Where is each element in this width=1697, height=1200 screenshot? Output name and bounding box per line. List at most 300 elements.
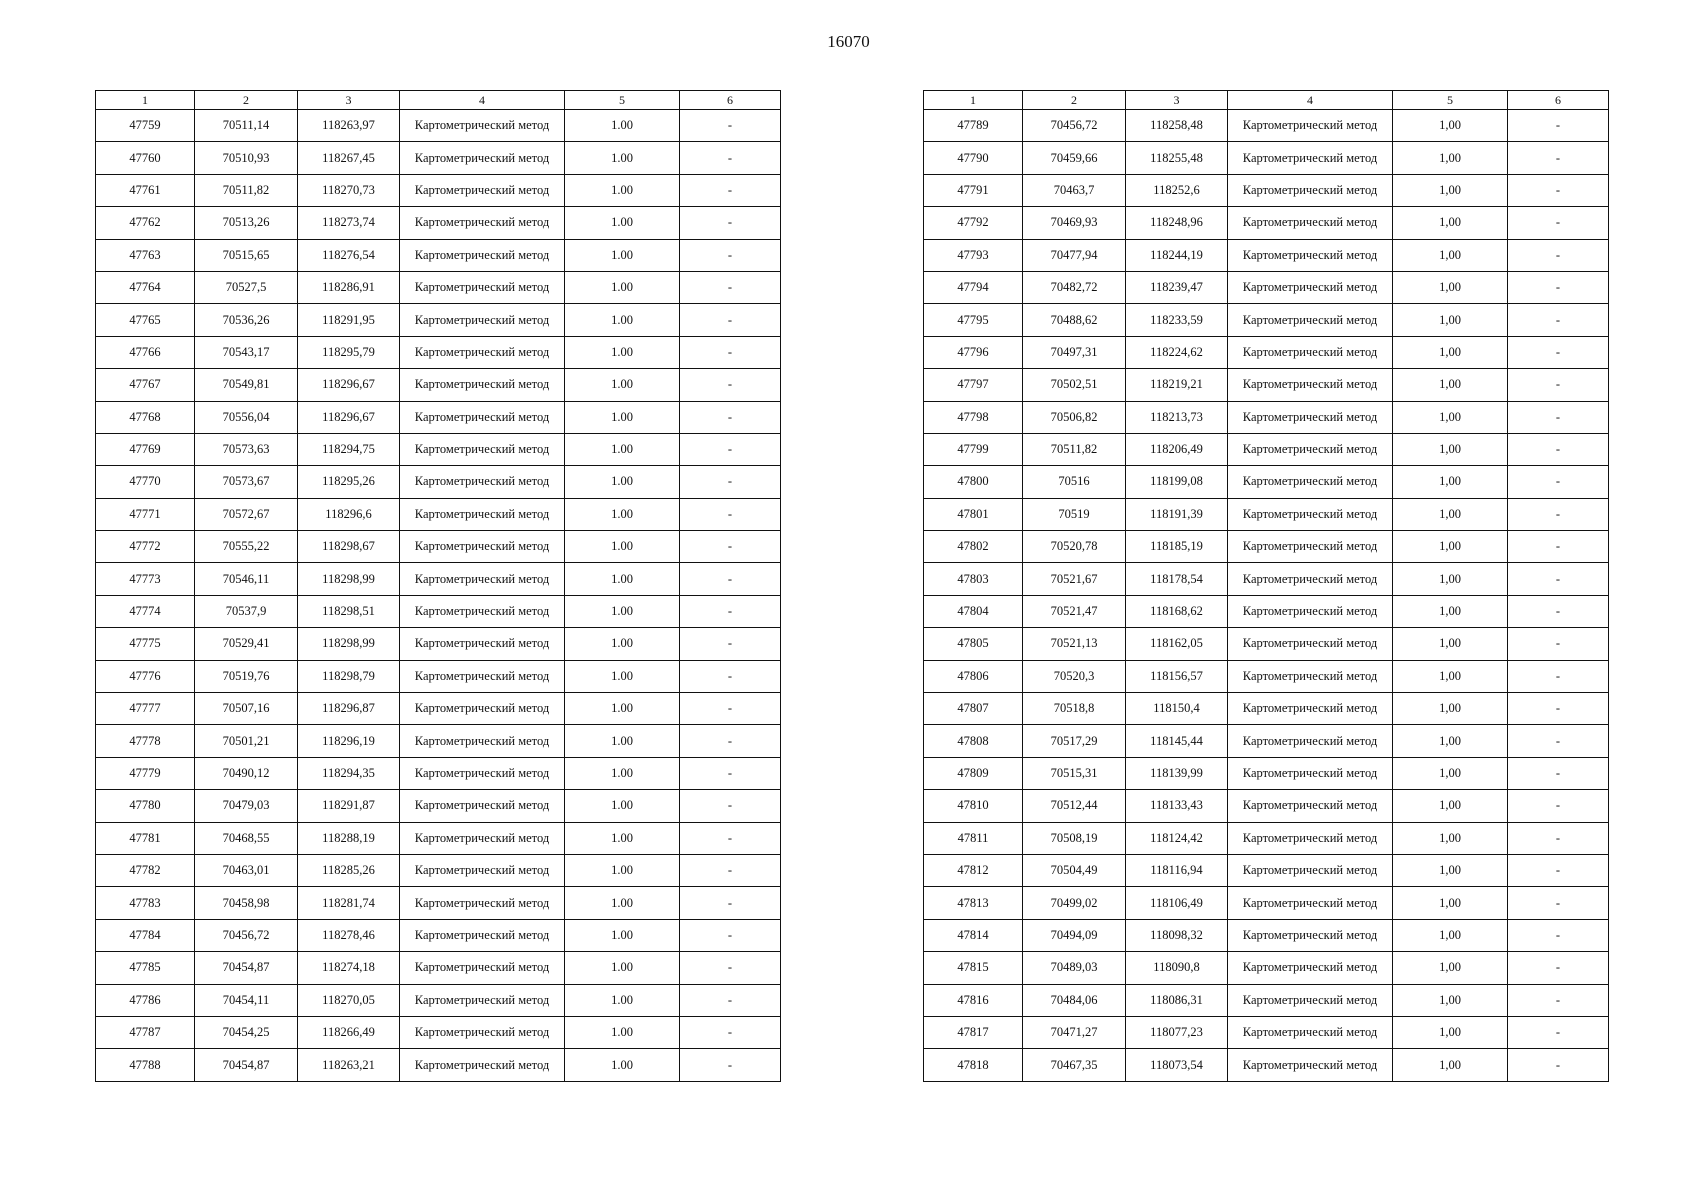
point-number-cell: 47810 — [924, 790, 1023, 822]
note-cell: - — [680, 854, 781, 886]
note-cell: - — [680, 725, 781, 757]
y-coordinate-cell: 118296,87 — [298, 693, 400, 725]
point-number-cell: 47760 — [96, 142, 195, 174]
table-row — [96, 433, 781, 465]
x-coordinate-cell: 70519 — [1023, 498, 1126, 530]
method-cell: Картометрический метод — [1228, 271, 1393, 303]
note-cell: - — [1508, 336, 1609, 368]
accuracy-cell: 1.00 — [565, 693, 680, 725]
point-number-cell: 47783 — [96, 887, 195, 919]
accuracy-cell: 1,00 — [1393, 628, 1508, 660]
accuracy-cell: 1,00 — [1393, 531, 1508, 563]
note-cell: - — [680, 628, 781, 660]
x-coordinate-cell: 70479,03 — [195, 790, 298, 822]
accuracy-cell: 1.00 — [565, 790, 680, 822]
method-cell: Картометрический метод — [400, 336, 565, 368]
table-row — [924, 142, 1609, 174]
point-number-cell: 47765 — [96, 304, 195, 336]
point-number-cell: 47798 — [924, 401, 1023, 433]
point-number-cell: 47780 — [96, 790, 195, 822]
accuracy-cell: 1,00 — [1393, 919, 1508, 951]
x-coordinate-cell: 70556,04 — [195, 401, 298, 433]
y-coordinate-cell: 118285,26 — [298, 854, 400, 886]
accuracy-cell: 1,00 — [1393, 207, 1508, 239]
x-coordinate-cell: 70546,11 — [195, 563, 298, 595]
table-row — [96, 336, 781, 368]
table-row — [96, 854, 781, 886]
method-cell: Картометрический метод — [400, 142, 565, 174]
accuracy-cell: 1.00 — [565, 1016, 680, 1048]
accuracy-cell: 1,00 — [1393, 854, 1508, 886]
point-number-cell: 47792 — [924, 207, 1023, 239]
table-row — [96, 142, 781, 174]
point-number-cell: 47774 — [96, 595, 195, 627]
point-number-cell: 47796 — [924, 336, 1023, 368]
y-coordinate-cell: 118156,57 — [1126, 660, 1228, 692]
point-number-cell: 47764 — [96, 271, 195, 303]
method-cell: Картометрический метод — [400, 757, 565, 789]
accuracy-cell: 1.00 — [565, 822, 680, 854]
accuracy-cell: 1.00 — [565, 563, 680, 595]
table-row — [924, 369, 1609, 401]
x-coordinate-cell: 70555,22 — [195, 531, 298, 563]
note-cell: - — [1508, 790, 1609, 822]
table-row — [96, 207, 781, 239]
y-coordinate-cell: 118090,8 — [1126, 952, 1228, 984]
note-cell: - — [1508, 563, 1609, 595]
method-cell: Картометрический метод — [1228, 433, 1393, 465]
x-coordinate-cell: 70573,67 — [195, 466, 298, 498]
point-number-cell: 47771 — [96, 498, 195, 530]
point-number-cell: 47777 — [96, 693, 195, 725]
accuracy-cell: 1.00 — [565, 660, 680, 692]
accuracy-cell: 1,00 — [1393, 401, 1508, 433]
point-number-cell: 47815 — [924, 952, 1023, 984]
table-row — [96, 531, 781, 563]
y-coordinate-cell: 118270,05 — [298, 984, 400, 1016]
note-cell: - — [1508, 984, 1609, 1016]
y-coordinate-cell: 118178,54 — [1126, 563, 1228, 595]
y-coordinate-cell: 118267,45 — [298, 142, 400, 174]
accuracy-cell: 1,00 — [1393, 271, 1508, 303]
table-row — [924, 822, 1609, 854]
point-number-cell: 47759 — [96, 110, 195, 142]
method-cell: Картометрический метод — [1228, 207, 1393, 239]
x-coordinate-cell: 70518,8 — [1023, 693, 1126, 725]
accuracy-cell: 1.00 — [565, 952, 680, 984]
page-number: 16070 — [827, 32, 870, 51]
x-coordinate-cell: 70463,7 — [1023, 174, 1126, 206]
accuracy-cell: 1.00 — [565, 757, 680, 789]
table-row — [924, 693, 1609, 725]
note-cell: - — [680, 304, 781, 336]
table-row — [924, 401, 1609, 433]
y-coordinate-cell: 118206,49 — [1126, 433, 1228, 465]
method-cell: Картометрический метод — [1228, 304, 1393, 336]
table-row — [96, 563, 781, 595]
method-cell: Картометрический метод — [400, 304, 565, 336]
table-row — [96, 401, 781, 433]
table-row — [96, 1049, 781, 1081]
point-number-cell: 47811 — [924, 822, 1023, 854]
x-coordinate-cell: 70517,29 — [1023, 725, 1126, 757]
method-cell: Картометрический метод — [1228, 563, 1393, 595]
method-cell: Картометрический метод — [400, 1049, 565, 1081]
method-cell: Картометрический метод — [400, 952, 565, 984]
x-coordinate-cell: 70456,72 — [1023, 110, 1126, 142]
column-header: 3 — [1126, 91, 1228, 110]
method-cell: Картометрический метод — [400, 110, 565, 142]
method-cell: Картометрический метод — [400, 271, 565, 303]
y-coordinate-cell: 118291,87 — [298, 790, 400, 822]
coordinates-table-left — [95, 90, 781, 1082]
y-coordinate-cell: 118106,49 — [1126, 887, 1228, 919]
y-coordinate-cell: 118073,54 — [1126, 1049, 1228, 1081]
x-coordinate-cell: 70468,55 — [195, 822, 298, 854]
method-cell: Картометрический метод — [400, 725, 565, 757]
table-row — [96, 757, 781, 789]
accuracy-cell: 1,00 — [1393, 1016, 1508, 1048]
table-row — [924, 660, 1609, 692]
accuracy-cell: 1,00 — [1393, 239, 1508, 271]
table-row — [96, 790, 781, 822]
y-coordinate-cell: 118295,26 — [298, 466, 400, 498]
method-cell: Картометрический метод — [1228, 660, 1393, 692]
note-cell: - — [680, 239, 781, 271]
method-cell: Картометрический метод — [400, 369, 565, 401]
table-row — [924, 304, 1609, 336]
note-cell: - — [680, 174, 781, 206]
point-number-cell: 47817 — [924, 1016, 1023, 1048]
point-number-cell: 47800 — [924, 466, 1023, 498]
method-cell: Картометрический метод — [1228, 401, 1393, 433]
x-coordinate-cell: 70477,94 — [1023, 239, 1126, 271]
x-coordinate-cell: 70508,19 — [1023, 822, 1126, 854]
column-header: 1 — [924, 91, 1023, 110]
y-coordinate-cell: 118244,19 — [1126, 239, 1228, 271]
column-header: 3 — [298, 91, 400, 110]
table-row — [96, 1016, 781, 1048]
x-coordinate-cell: 70529,41 — [195, 628, 298, 660]
note-cell: - — [680, 563, 781, 595]
table-row — [96, 693, 781, 725]
x-coordinate-cell: 70515,65 — [195, 239, 298, 271]
method-cell: Картометрический метод — [1228, 984, 1393, 1016]
table-row — [96, 628, 781, 660]
note-cell: - — [680, 919, 781, 951]
note-cell: - — [680, 952, 781, 984]
y-coordinate-cell: 118296,19 — [298, 725, 400, 757]
x-coordinate-cell: 70521,13 — [1023, 628, 1126, 660]
accuracy-cell: 1.00 — [565, 887, 680, 919]
x-coordinate-cell: 70471,27 — [1023, 1016, 1126, 1048]
table-row — [924, 887, 1609, 919]
x-coordinate-cell: 70516 — [1023, 466, 1126, 498]
x-coordinate-cell: 70490,12 — [195, 757, 298, 789]
y-coordinate-cell: 118291,95 — [298, 304, 400, 336]
method-cell: Картометрический метод — [400, 498, 565, 530]
note-cell: - — [1508, 952, 1609, 984]
note-cell: - — [1508, 822, 1609, 854]
point-number-cell: 47806 — [924, 660, 1023, 692]
x-coordinate-cell: 70520,3 — [1023, 660, 1126, 692]
accuracy-cell: 1.00 — [565, 919, 680, 951]
note-cell: - — [680, 531, 781, 563]
y-coordinate-cell: 118185,19 — [1126, 531, 1228, 563]
accuracy-cell: 1.00 — [565, 725, 680, 757]
note-cell: - — [1508, 887, 1609, 919]
y-coordinate-cell: 118263,21 — [298, 1049, 400, 1081]
note-cell: - — [680, 401, 781, 433]
method-cell: Картометрический метод — [1228, 466, 1393, 498]
note-cell: - — [1508, 660, 1609, 692]
note-cell: - — [1508, 693, 1609, 725]
x-coordinate-cell: 70488,62 — [1023, 304, 1126, 336]
note-cell: - — [680, 142, 781, 174]
method-cell: Картометрический метод — [400, 854, 565, 886]
note-cell: - — [1508, 1049, 1609, 1081]
accuracy-cell: 1,00 — [1393, 174, 1508, 206]
table-row — [924, 1016, 1609, 1048]
point-number-cell: 47807 — [924, 693, 1023, 725]
point-number-cell: 47791 — [924, 174, 1023, 206]
method-cell: Картометрический метод — [1228, 1016, 1393, 1048]
point-number-cell: 47802 — [924, 531, 1023, 563]
table-row — [924, 628, 1609, 660]
table-row — [924, 854, 1609, 886]
method-cell: Картометрический метод — [400, 822, 565, 854]
x-coordinate-cell: 70454,87 — [195, 1049, 298, 1081]
table-row — [924, 919, 1609, 951]
note-cell: - — [1508, 757, 1609, 789]
accuracy-cell: 1.00 — [565, 207, 680, 239]
y-coordinate-cell: 118288,19 — [298, 822, 400, 854]
accuracy-cell: 1,00 — [1393, 466, 1508, 498]
point-number-cell: 47795 — [924, 304, 1023, 336]
x-coordinate-cell: 70511,82 — [1023, 433, 1126, 465]
y-coordinate-cell: 118162,05 — [1126, 628, 1228, 660]
accuracy-cell: 1,00 — [1393, 887, 1508, 919]
point-number-cell: 47809 — [924, 757, 1023, 789]
note-cell: - — [1508, 466, 1609, 498]
note-cell: - — [680, 595, 781, 627]
method-cell: Картометрический метод — [1228, 595, 1393, 627]
note-cell: - — [1508, 628, 1609, 660]
table-row — [924, 174, 1609, 206]
method-cell: Картометрический метод — [1228, 369, 1393, 401]
method-cell: Картометрический метод — [400, 790, 565, 822]
method-cell: Картометрический метод — [400, 174, 565, 206]
table-row — [96, 984, 781, 1016]
column-header: 4 — [400, 91, 565, 110]
note-cell: - — [1508, 401, 1609, 433]
point-number-cell: 47786 — [96, 984, 195, 1016]
y-coordinate-cell: 118150,4 — [1126, 693, 1228, 725]
x-coordinate-cell: 70504,49 — [1023, 854, 1126, 886]
table-row — [924, 563, 1609, 595]
table-row — [96, 887, 781, 919]
x-coordinate-cell: 70527,5 — [195, 271, 298, 303]
accuracy-cell: 1,00 — [1393, 1049, 1508, 1081]
y-coordinate-cell: 118298,51 — [298, 595, 400, 627]
x-coordinate-cell: 70549,81 — [195, 369, 298, 401]
point-number-cell: 47788 — [96, 1049, 195, 1081]
accuracy-cell: 1.00 — [565, 628, 680, 660]
accuracy-cell: 1,00 — [1393, 563, 1508, 595]
point-number-cell: 47773 — [96, 563, 195, 595]
point-number-cell: 47797 — [924, 369, 1023, 401]
point-number-cell: 47761 — [96, 174, 195, 206]
table-row — [924, 595, 1609, 627]
note-cell: - — [680, 790, 781, 822]
table-row — [924, 110, 1609, 142]
method-cell: Картометрический метод — [400, 207, 565, 239]
x-coordinate-cell: 70454,25 — [195, 1016, 298, 1048]
table-row — [924, 531, 1609, 563]
column-header: 6 — [1508, 91, 1609, 110]
table-row — [96, 271, 781, 303]
method-cell: Картометрический метод — [1228, 336, 1393, 368]
note-cell: - — [1508, 304, 1609, 336]
x-coordinate-cell: 70484,06 — [1023, 984, 1126, 1016]
note-cell: - — [680, 466, 781, 498]
note-cell: - — [680, 369, 781, 401]
x-coordinate-cell: 70456,72 — [195, 919, 298, 951]
x-coordinate-cell: 70512,44 — [1023, 790, 1126, 822]
y-coordinate-cell: 118294,75 — [298, 433, 400, 465]
method-cell: Картометрический метод — [400, 1016, 565, 1048]
accuracy-cell: 1,00 — [1393, 822, 1508, 854]
x-coordinate-cell: 70537,9 — [195, 595, 298, 627]
y-coordinate-cell: 118077,23 — [1126, 1016, 1228, 1048]
accuracy-cell: 1,00 — [1393, 595, 1508, 627]
note-cell: - — [680, 110, 781, 142]
point-number-cell: 47805 — [924, 628, 1023, 660]
note-cell: - — [1508, 369, 1609, 401]
point-number-cell: 47775 — [96, 628, 195, 660]
method-cell: Картометрический метод — [1228, 725, 1393, 757]
method-cell: Картометрический метод — [1228, 498, 1393, 530]
method-cell: Картометрический метод — [400, 595, 565, 627]
x-coordinate-cell: 70506,82 — [1023, 401, 1126, 433]
point-number-cell: 47816 — [924, 984, 1023, 1016]
y-coordinate-cell: 118296,67 — [298, 401, 400, 433]
y-coordinate-cell: 118255,48 — [1126, 142, 1228, 174]
point-number-cell: 47804 — [924, 595, 1023, 627]
point-number-cell: 47784 — [96, 919, 195, 951]
x-coordinate-cell: 70467,35 — [1023, 1049, 1126, 1081]
x-coordinate-cell: 70501,21 — [195, 725, 298, 757]
table-row — [924, 433, 1609, 465]
accuracy-cell: 1.00 — [565, 239, 680, 271]
point-number-cell: 47781 — [96, 822, 195, 854]
accuracy-cell: 1,00 — [1393, 725, 1508, 757]
method-cell: Картометрический метод — [400, 466, 565, 498]
x-coordinate-cell: 70511,14 — [195, 110, 298, 142]
table-row — [924, 239, 1609, 271]
note-cell: - — [1508, 142, 1609, 174]
y-coordinate-cell: 118294,35 — [298, 757, 400, 789]
note-cell: - — [680, 757, 781, 789]
y-coordinate-cell: 118298,99 — [298, 563, 400, 595]
point-number-cell: 47767 — [96, 369, 195, 401]
table-row — [96, 466, 781, 498]
coordinates-table-right — [923, 90, 1609, 1082]
y-coordinate-cell: 118286,91 — [298, 271, 400, 303]
y-coordinate-cell: 118298,99 — [298, 628, 400, 660]
y-coordinate-cell: 118296,67 — [298, 369, 400, 401]
table-row — [96, 660, 781, 692]
note-cell: - — [1508, 725, 1609, 757]
note-cell: - — [1508, 174, 1609, 206]
table-row — [96, 952, 781, 984]
y-coordinate-cell: 118191,39 — [1126, 498, 1228, 530]
y-coordinate-cell: 118248,96 — [1126, 207, 1228, 239]
x-coordinate-cell: 70521,67 — [1023, 563, 1126, 595]
x-coordinate-cell: 70463,01 — [195, 854, 298, 886]
accuracy-cell: 1.00 — [565, 854, 680, 886]
accuracy-cell: 1,00 — [1393, 952, 1508, 984]
table-row — [924, 466, 1609, 498]
table-row — [96, 304, 781, 336]
method-cell: Картометрический метод — [1228, 142, 1393, 174]
x-coordinate-cell: 70510,93 — [195, 142, 298, 174]
y-coordinate-cell: 118278,46 — [298, 919, 400, 951]
y-coordinate-cell: 118298,79 — [298, 660, 400, 692]
method-cell: Картометрический метод — [400, 887, 565, 919]
table-row — [96, 174, 781, 206]
x-coordinate-cell: 70459,66 — [1023, 142, 1126, 174]
y-coordinate-cell: 118199,08 — [1126, 466, 1228, 498]
accuracy-cell: 1.00 — [565, 595, 680, 627]
y-coordinate-cell: 118139,99 — [1126, 757, 1228, 789]
y-coordinate-cell: 118124,42 — [1126, 822, 1228, 854]
note-cell: - — [680, 207, 781, 239]
accuracy-cell: 1.00 — [565, 984, 680, 1016]
note-cell: - — [680, 887, 781, 919]
column-header: 2 — [1023, 91, 1126, 110]
note-cell: - — [680, 271, 781, 303]
point-number-cell: 47803 — [924, 563, 1023, 595]
note-cell: - — [1508, 239, 1609, 271]
note-cell: - — [680, 1049, 781, 1081]
point-number-cell: 47794 — [924, 271, 1023, 303]
x-coordinate-cell: 70520,78 — [1023, 531, 1126, 563]
method-cell: Картометрический метод — [1228, 628, 1393, 660]
method-cell: Картометрический метод — [1228, 110, 1393, 142]
y-coordinate-cell: 118258,48 — [1126, 110, 1228, 142]
accuracy-cell: 1,00 — [1393, 790, 1508, 822]
method-cell: Картометрический метод — [1228, 919, 1393, 951]
table-row — [924, 790, 1609, 822]
y-coordinate-cell: 118219,21 — [1126, 369, 1228, 401]
y-coordinate-cell: 118086,31 — [1126, 984, 1228, 1016]
y-coordinate-cell: 118133,43 — [1126, 790, 1228, 822]
x-coordinate-cell: 70502,51 — [1023, 369, 1126, 401]
accuracy-cell: 1.00 — [565, 1049, 680, 1081]
table-row — [924, 498, 1609, 530]
x-coordinate-cell: 70543,17 — [195, 336, 298, 368]
method-cell: Картометрический метод — [400, 660, 565, 692]
note-cell: - — [680, 693, 781, 725]
column-header: 2 — [195, 91, 298, 110]
column-header: 5 — [1393, 91, 1508, 110]
point-number-cell: 47770 — [96, 466, 195, 498]
x-coordinate-cell: 70513,26 — [195, 207, 298, 239]
accuracy-cell: 1.00 — [565, 369, 680, 401]
table-row — [924, 757, 1609, 789]
accuracy-cell: 1.00 — [565, 498, 680, 530]
